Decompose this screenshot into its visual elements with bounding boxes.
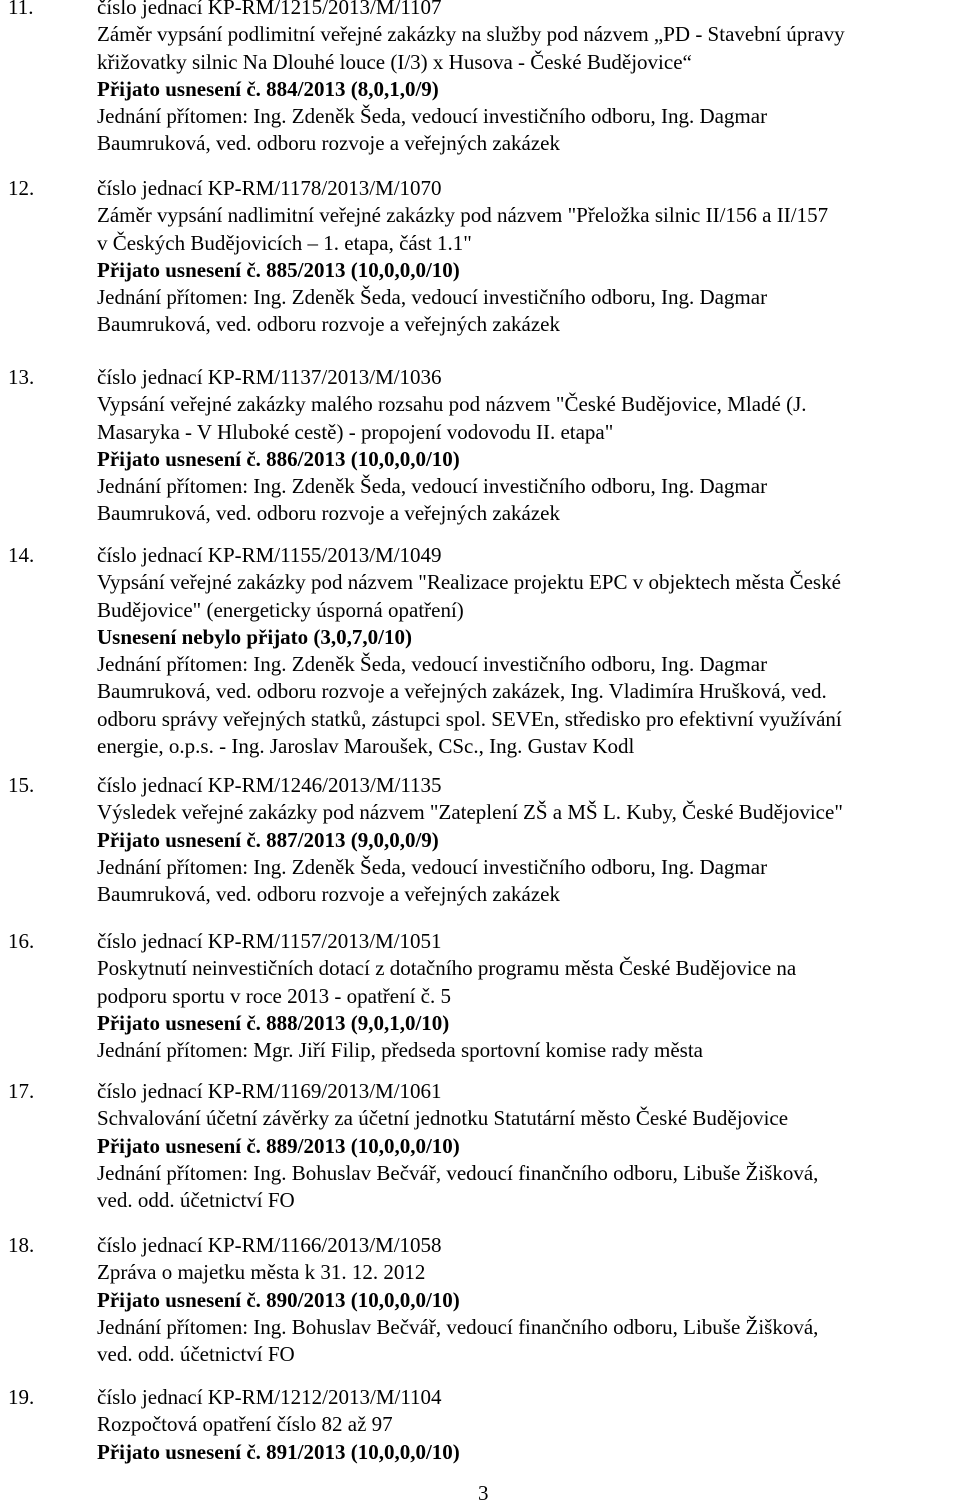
subject-line: Zpráva o majetku města k 31. 12. 2012 xyxy=(97,1260,426,1285)
item-number: 13. xyxy=(8,365,35,389)
subject-line: v Českých Budějovicích – 1. etapa, část 1.1" xyxy=(97,230,472,255)
attendance-line: Jednání přítomen: Ing. Bohuslav Bečvář, vedoucí finančního odboru, Libuše Žišková, xyxy=(97,1314,819,1339)
attendance-line: Jednání přítomen: Ing. Zdeněk Šeda, vedoucí investičního odboru, Ing. Dagmar xyxy=(97,854,768,879)
subject-line: Masaryka - V Hluboké cestě) - propojení vodovodu II. etapa" xyxy=(97,419,614,444)
subject-line: Vypsání veřejné zakázky pod názvem "Realizace projektu EPC v objektech města České xyxy=(97,570,841,595)
item-body xyxy=(97,0,957,158)
subject-line: podporu sportu v roce 2013 - opatření č. 5 xyxy=(97,983,451,1008)
attendance-line: Jednání přítomen: Ing. Bohuslav Bečvář, vedoucí finančního odboru, Libuše Žišková, xyxy=(97,1160,819,1185)
resolution-line: Přijato usnesení č. 888/2013 (9,0,1,0/10) xyxy=(97,1010,450,1035)
resolution-line: Přijato usnesení č. 890/2013 (10,0,0,0/10) xyxy=(97,1287,460,1312)
subject-line: Budějovice" (energeticky úsporná opatření) xyxy=(97,597,464,622)
attendance-line: Jednání přítomen: Ing. Zdeněk Šeda, vedoucí investičního odboru, Ing. Dagmar xyxy=(97,652,768,677)
reference-number: číslo jednací KP-RM/1166/2013/M/1058 xyxy=(97,1233,442,1257)
item-number: 16. xyxy=(8,929,35,953)
item-body xyxy=(97,1078,957,1214)
attendance-line: energie, o.p.s. - Ing. Jaroslav Maroušek, CSc., Ing. Gustav Kodl xyxy=(97,734,635,759)
reference-number: číslo jednací KP-RM/1169/2013/M/1061 xyxy=(97,1079,442,1103)
attendance-line: odboru správy veřejných statků, zástupci spol. SEVEn, středisko pro efektivní využívání xyxy=(97,706,842,731)
resolution-line: Přijato usnesení č. 891/2013 (10,0,0,0/10) xyxy=(97,1439,460,1464)
item-number: 12. xyxy=(8,176,35,200)
item-number: 19. xyxy=(8,1385,35,1409)
resolution-line: Přijato usnesení č. 886/2013 (10,0,0,0/10) xyxy=(97,446,460,471)
reference-number: číslo jednací KP-RM/1178/2013/M/1070 xyxy=(97,176,442,200)
subject-line: Záměr vypsání podlimitní veřejné zakázky na služby pod názvem „PD - Stavební úpravy xyxy=(97,22,845,47)
subject-line: Schvalování účetní závěrky za účetní jednotku Statutární město České Budějovice xyxy=(97,1106,789,1131)
attendance-line: Jednání přítomen: Ing. Zdeněk Šeda, vedoucí investičního odboru, Ing. Dagmar xyxy=(97,285,768,310)
attendance-line: Jednání přítomen: Mgr. Jiří Filip, předseda sportovní komise rady města xyxy=(97,1038,703,1063)
item-body xyxy=(97,1232,957,1368)
reference-number: číslo jednací KP-RM/1137/2013/M/1036 xyxy=(97,365,442,389)
subject-line: křižovatky silnic Na Dlouhé louce (I/3) x Husova - České Budějovice“ xyxy=(97,49,692,74)
item-number: 15. xyxy=(8,773,35,797)
attendance-line: Jednání přítomen: Ing. Zdeněk Šeda, vedoucí investičního odboru, Ing. Dagmar xyxy=(97,474,768,499)
reference-number: číslo jednací KP-RM/1155/2013/M/1049 xyxy=(97,543,442,567)
item-number: 11. xyxy=(8,0,34,19)
attendance-line: ved. odd. účetnictví FO xyxy=(97,1342,295,1367)
item-number: 14. xyxy=(8,543,35,567)
resolution-line: Přijato usnesení č. 885/2013 (10,0,0,0/10) xyxy=(97,257,460,282)
resolution-line: Přijato usnesení č. 889/2013 (10,0,0,0/10) xyxy=(97,1133,460,1158)
attendance-line: Baumruková, ved. odboru rozvoje a veřejných zakázek xyxy=(97,312,560,337)
resolution-line: Přijato usnesení č. 884/2013 (8,0,1,0/9) xyxy=(97,76,439,101)
attendance-line: Baumruková, ved. odboru rozvoje a veřejných zakázek xyxy=(97,501,560,526)
resolution-line: Usnesení nebylo přijato (3,0,7,0/10) xyxy=(97,624,412,649)
item-body xyxy=(97,364,957,528)
reference-number: číslo jednací KP-RM/1212/2013/M/1104 xyxy=(97,1385,442,1409)
reference-number: číslo jednací KP-RM/1215/2013/M/1107 xyxy=(97,0,442,19)
item-body xyxy=(97,1384,957,1466)
item-number: 17. xyxy=(8,1079,35,1103)
resolution-line: Přijato usnesení č. 887/2013 (9,0,0,0/9) xyxy=(97,827,439,852)
attendance-line: Baumruková, ved. odboru rozvoje a veřejných zakázek xyxy=(97,882,560,907)
item-body xyxy=(97,542,957,760)
subject-line: Poskytnutí neinvestičních dotací z dotačního programu města České Budějovice na xyxy=(97,956,797,981)
subject-line: Vypsání veřejné zakázky malého rozsahu pod názvem "České Budějovice, Mladé (J. xyxy=(97,392,807,417)
reference-number: číslo jednací KP-RM/1157/2013/M/1051 xyxy=(97,929,442,953)
attendance-line: ved. odd. účetnictví FO xyxy=(97,1188,295,1213)
attendance-line: Baumruková, ved. odboru rozvoje a veřejných zakázek, Ing. Vladimíra Hrušková, ved. xyxy=(97,679,827,704)
item-body xyxy=(97,772,957,908)
attendance-line: Jednání přítomen: Ing. Zdeněk Šeda, vedoucí investičního odboru, Ing. Dagmar xyxy=(97,104,768,129)
reference-number: číslo jednací KP-RM/1246/2013/M/1135 xyxy=(97,773,442,797)
attendance-line: Baumruková, ved. odboru rozvoje a veřejných zakázek xyxy=(97,131,560,156)
page-number: 3 xyxy=(478,1481,489,1505)
subject-line: Rozpočtová opatření číslo 82 až 97 xyxy=(97,1412,393,1437)
item-number: 18. xyxy=(8,1233,35,1257)
subject-line: Záměr vypsání nadlimitní veřejné zakázky pod názvem "Přeložka silnic II/156 a II/157 xyxy=(97,203,829,228)
item-body xyxy=(97,175,957,339)
subject-line: Výsledek veřejné zakázky pod názvem "Zateplení ZŠ a MŠ L. Kuby, České Budějovice" xyxy=(97,800,843,825)
item-body xyxy=(97,928,957,1064)
